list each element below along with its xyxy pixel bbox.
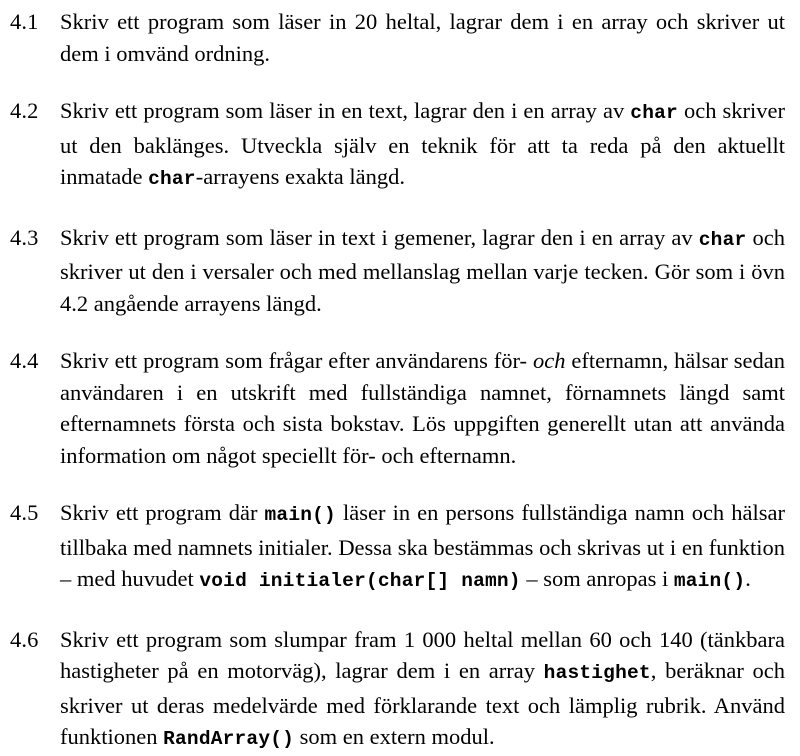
exercise-text xyxy=(60,497,800,598)
exercise-text xyxy=(60,95,800,196)
body-text: som en extern modul. xyxy=(294,724,495,749)
body-text: läser in en persons fullständiga namn och hälsar tillbaka med namnets initialer. Dessa ska bestämmas och skrivas ut i en funktion – med huvudet xyxy=(60,500,785,591)
body-text: Skriv ett program som läser in en text, lagrar den i en array av xyxy=(60,98,631,123)
exercise-text xyxy=(60,6,800,69)
body-text: och skriver ut den i versaler och med mellanslag mellan varje tecken. Gör som i övn 4.2 angående arrayens längd. xyxy=(60,224,785,316)
exercise-item xyxy=(0,624,800,756)
body-text: – som anropas i xyxy=(520,566,674,591)
inline-code: char xyxy=(148,168,196,190)
body-text: efternamn, hälsar sedan användaren i en utskrift med fullständiga namnet, förnamnets längd samt efternamnets första och sista bokstav. Lös uppgiften generellt utan att använda information om något speciellt för- och efternamn. xyxy=(60,348,785,468)
exercise-text xyxy=(60,624,800,756)
inline-code: char xyxy=(630,102,678,124)
inline-code: main() xyxy=(264,504,336,526)
exercise-paragraph xyxy=(60,6,785,69)
emphasis-text: och xyxy=(532,348,566,373)
exercise-number: 4.4 xyxy=(10,348,39,373)
exercise-number: 4.2 xyxy=(10,98,39,123)
exercise-number: 4.6 xyxy=(10,626,39,652)
inline-code: RandArray() xyxy=(163,728,295,750)
exercise-item xyxy=(0,345,800,471)
exercise-paragraph xyxy=(60,497,785,598)
body-text: och skriver ut den baklänges. Utveckla själv en teknik för att ta reda på den aktuellt inmatade xyxy=(60,98,785,189)
inline-code: char xyxy=(698,228,747,251)
body-text: Skriv ett program som frågar efter användarens för- xyxy=(60,348,533,373)
body-text: Skriv ett program som slumpar fram 1 000 heltal mellan 60 och 140 (tänkbara hastigheter på en motorväg), lagrar dem i en array xyxy=(60,626,785,683)
exercise-text xyxy=(60,222,800,320)
exercise-item xyxy=(0,6,800,69)
exercise-number: 4.3 xyxy=(10,224,39,250)
body-text: Skriv ett program som läser in text i gemener, lagrar den i en array av xyxy=(60,224,699,250)
inline-code: hastighet xyxy=(543,662,651,684)
exercise-number: 4.5 xyxy=(10,500,39,525)
exercise-paragraph xyxy=(60,222,785,320)
exercise-paragraph xyxy=(60,345,785,471)
exercise-item xyxy=(0,95,800,196)
body-text: -arrayens exakta längd. xyxy=(195,164,405,189)
exercise-text xyxy=(60,345,800,471)
exercise-paragraph xyxy=(60,624,785,756)
exercise-item xyxy=(0,497,800,598)
body-text: Skriv ett program som läser in 20 heltal, lagrar dem i en array och skriver ut dem i omvänd ordning. xyxy=(60,9,785,66)
body-text: , beräknar och skriver ut deras medelvärde med förklarande text och lämplig rubrik. Använd funktionen xyxy=(60,658,785,749)
inline-code: main() xyxy=(673,570,746,592)
body-text: Skriv ett program där xyxy=(60,500,265,525)
exercise-item xyxy=(0,222,800,320)
exercise-number: 4.1 xyxy=(10,9,39,34)
inline-code: void initialer(char[] namn) xyxy=(199,570,521,592)
body-text: . xyxy=(745,566,751,591)
exercise-paragraph xyxy=(60,95,785,196)
